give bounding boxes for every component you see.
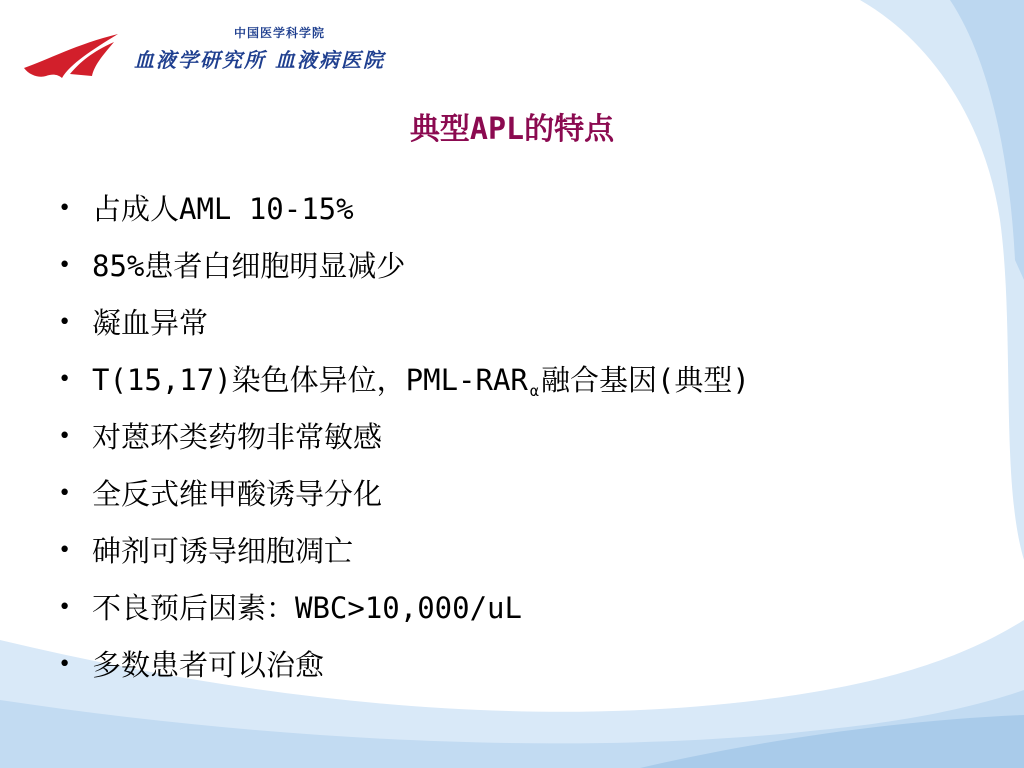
bullet-icon: • xyxy=(58,310,72,335)
bullet-text: 砷剂可诱导细胞凋亡 xyxy=(92,534,354,568)
institute-logo xyxy=(22,22,432,84)
list-item xyxy=(56,583,750,640)
list-item xyxy=(56,469,750,526)
list-item xyxy=(56,241,750,298)
bullet-text: 多数患者可以治愈 xyxy=(92,648,325,682)
list-item xyxy=(56,298,750,355)
bullet-icon: • xyxy=(58,253,72,278)
bullet-text: 不良预后因素：WBC>10,000/uL xyxy=(92,591,522,625)
bullet-icon: • xyxy=(58,367,72,392)
bullet-icon: • xyxy=(58,652,72,677)
bullet-icon: • xyxy=(58,538,72,563)
red-swoosh-logo-icon xyxy=(22,30,122,82)
bullet-text: 占成人AML 10-15% xyxy=(92,192,354,226)
org-main-line: 血液学研究所 血液病医院 xyxy=(134,48,385,72)
list-item xyxy=(56,640,750,697)
list-item xyxy=(56,526,750,583)
slide-title: 典型APL的特点 xyxy=(409,112,615,147)
list-item xyxy=(56,412,750,469)
bullet-icon: • xyxy=(58,595,72,620)
bullet-text: 全反式维甲酸诱导分化 xyxy=(92,477,383,511)
bullet-text-subscript: α xyxy=(529,382,539,400)
org-top-line: 中国医学科学院 xyxy=(234,26,326,40)
bullet-icon: • xyxy=(58,481,72,506)
bullet-text: 对蒽环类药物非常敏感 xyxy=(92,420,383,454)
bullet-text-post: 融合基因(典型) xyxy=(540,363,750,397)
bullet-list xyxy=(56,184,750,697)
bullet-text: 85%患者白细胞明显减少 xyxy=(92,249,406,283)
list-item xyxy=(56,184,750,241)
list-item xyxy=(56,355,750,412)
bullet-text: 凝血异常 xyxy=(92,306,209,340)
bullet-icon: • xyxy=(58,424,72,449)
bullet-icon: • xyxy=(58,196,72,221)
bullet-text-pre: T(15,17)染色体异位，PML-RAR xyxy=(92,363,528,397)
